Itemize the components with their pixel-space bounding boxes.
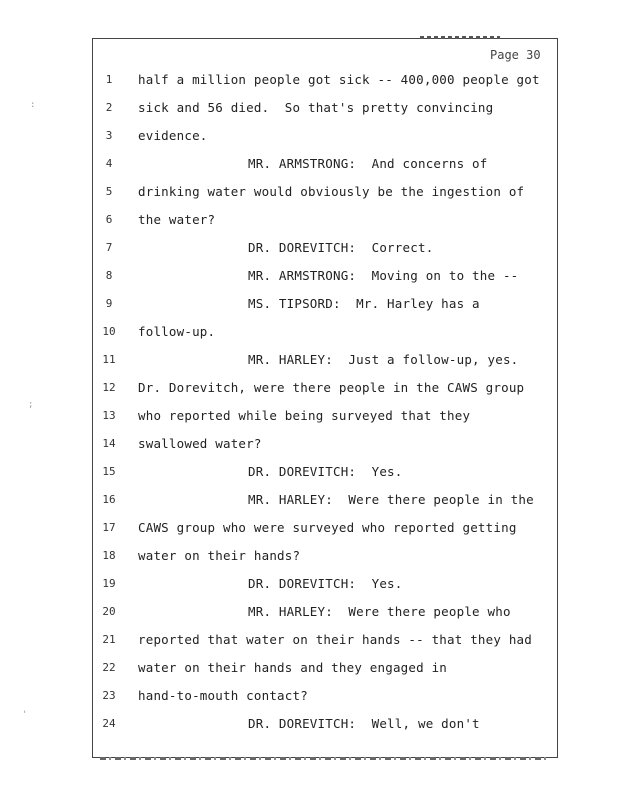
line-number: 21 <box>102 633 116 646</box>
line-text: DR. DOREVITCH: Well, we don't <box>248 716 480 731</box>
transcript-line <box>100 66 550 94</box>
transcript-line <box>100 178 550 206</box>
line-text: reported that water on their hands -- that they had <box>138 632 533 647</box>
margin-scan-mark: : <box>30 100 36 110</box>
line-text: the water? <box>138 212 216 227</box>
transcript-line <box>100 598 550 626</box>
transcript-line <box>100 542 550 570</box>
line-text: DR. DOREVITCH: Yes. <box>248 576 403 591</box>
scan-artifact-bottom <box>100 757 550 760</box>
line-number: 18 <box>102 549 116 562</box>
line-number: 13 <box>102 409 116 422</box>
margin-scan-mark: ' <box>22 710 28 720</box>
line-number: 7 <box>105 241 113 254</box>
line-text: MR. HARLEY: Were there people who <box>248 604 511 619</box>
line-number: 9 <box>105 297 113 310</box>
line-number: 11 <box>102 353 116 366</box>
line-text: evidence. <box>138 128 208 143</box>
line-number: 19 <box>102 577 116 590</box>
transcript-line <box>100 626 550 654</box>
line-number: 4 <box>105 157 113 170</box>
line-text: Dr. Dorevitch, were there people in the CAWS group <box>138 380 525 395</box>
line-text: MR. ARMSTRONG: And concerns of <box>248 156 488 171</box>
line-number: 16 <box>102 493 116 506</box>
line-number: 20 <box>102 605 116 618</box>
transcript-line <box>100 206 550 234</box>
line-number: 10 <box>102 325 116 338</box>
transcript-line <box>100 514 550 542</box>
transcript-line <box>100 682 550 710</box>
line-number: 8 <box>105 269 113 282</box>
transcript-line <box>100 346 550 374</box>
transcript-line <box>100 290 550 318</box>
line-text: follow-up. <box>138 324 216 339</box>
transcript-line <box>100 150 550 178</box>
line-text: MS. TIPSORD: Mr. Harley has a <box>248 296 480 311</box>
line-number: 23 <box>102 689 116 702</box>
transcript-line <box>100 318 550 346</box>
transcript-line <box>100 122 550 150</box>
line-number: 24 <box>102 717 116 730</box>
line-text: half a million people got sick -- 400,000 people got <box>138 72 540 87</box>
scan-artifact-top <box>420 36 500 39</box>
transcript-line <box>100 234 550 262</box>
line-number: 1 <box>105 73 113 86</box>
line-number: 3 <box>105 129 113 142</box>
line-text: MR. HARLEY: Just a follow-up, yes. <box>248 352 519 367</box>
transcript-line <box>100 262 550 290</box>
line-number: 22 <box>102 661 116 674</box>
transcript-line <box>100 402 550 430</box>
transcript-line <box>100 486 550 514</box>
line-text: DR. DOREVITCH: Correct. <box>248 240 434 255</box>
line-number: 14 <box>102 437 116 450</box>
line-text: hand-to-mouth contact? <box>138 688 308 703</box>
transcript-line <box>100 458 550 486</box>
line-text: MR. HARLEY: Were there people in the <box>248 492 534 507</box>
transcript-line <box>100 374 550 402</box>
line-number: 2 <box>105 101 113 114</box>
line-text: water on their hands and they engaged in <box>138 660 448 675</box>
page-number: Page 30 <box>490 48 541 62</box>
transcript-line <box>100 710 550 738</box>
line-text: CAWS group who were surveyed who reported getting <box>138 520 517 535</box>
line-number: 17 <box>102 521 116 534</box>
line-text: sick and 56 died. So that's pretty convincing <box>138 100 494 115</box>
transcript-line <box>100 570 550 598</box>
margin-scan-mark: ; <box>28 400 34 410</box>
line-number: 6 <box>105 213 113 226</box>
transcript-line <box>100 654 550 682</box>
line-number: 12 <box>102 381 116 394</box>
line-text: drinking water would obviously be the ingestion of <box>138 184 525 199</box>
transcript-line <box>100 94 550 122</box>
line-number: 5 <box>105 185 113 198</box>
line-text: MR. ARMSTRONG: Moving on to the -- <box>248 268 519 283</box>
line-text: who reported while being surveyed that they <box>138 408 471 423</box>
line-text: DR. DOREVITCH: Yes. <box>248 464 403 479</box>
line-text: swallowed water? <box>138 436 262 451</box>
line-number: 15 <box>102 465 116 478</box>
line-text: water on their hands? <box>138 548 301 563</box>
transcript-line <box>100 430 550 458</box>
